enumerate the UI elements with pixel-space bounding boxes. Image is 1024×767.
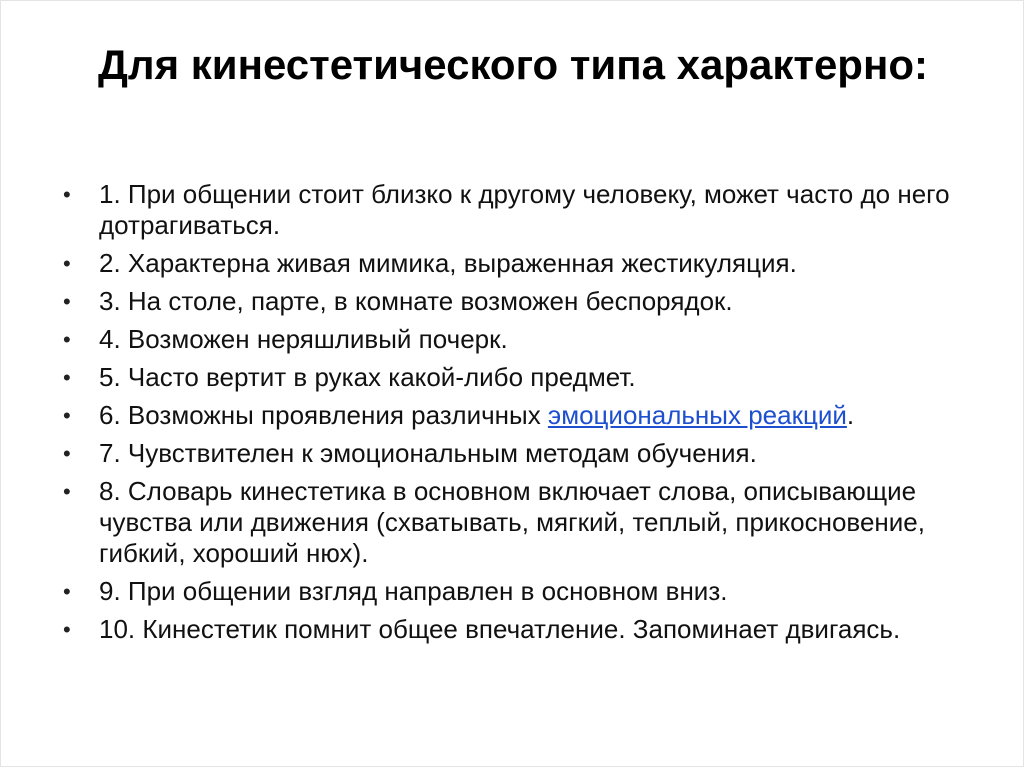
list-item (63, 438, 963, 469)
item-text: 8. Словарь кинестетика в основном включает слова, описывающие чувства или движения (схватывать, мягкий, теплый, прикосновение, гибкий, хороший нюх). (99, 476, 925, 568)
bullet-list (63, 179, 963, 652)
emotional-reactions-link[interactable]: эмоциональных реакций (547, 400, 847, 430)
bullet-icon: • (63, 251, 71, 276)
bullet-icon: • (63, 479, 71, 504)
item-text: 7. Чувствителен к эмоциональным методам обучения. (99, 438, 757, 468)
item-text: 10. Кинестетик помнит общее впечатление. Запоминает двигаясь. (99, 614, 901, 644)
item-text: 9. При общении взгляд направлен в основном вниз. (99, 576, 728, 606)
list-item (63, 362, 963, 393)
list-item (63, 248, 963, 279)
list-item (63, 476, 963, 569)
item-text: 3. На столе, парте, в комнате возможен беспорядок. (99, 286, 733, 316)
bullet-icon: • (63, 441, 71, 466)
list-item (63, 400, 963, 431)
list-item (63, 614, 963, 645)
bullet-icon: • (63, 327, 71, 352)
bullet-icon: • (63, 182, 71, 207)
item-text: 1. При общении стоит близко к другому человеку, может часто до него дотрагиваться. (99, 179, 950, 240)
item-text: 2. Характерна живая мимика, выраженная жестикуляция. (99, 248, 797, 278)
bullet-icon: • (63, 365, 71, 390)
bullet-icon: • (63, 579, 71, 604)
item-text: 6. Возможны проявления различных (99, 400, 548, 430)
bullet-icon: • (63, 289, 71, 314)
item-text-end: . (846, 400, 855, 430)
list-item (63, 576, 963, 607)
bullet-icon: • (63, 403, 71, 428)
list-item (63, 179, 963, 241)
item-text: 4. Возможен неряшливый почерк. (99, 324, 508, 354)
list-item (63, 286, 963, 317)
bullet-icon: • (63, 617, 71, 642)
item-text: 5. Часто вертит в руках какой-либо предмет. (99, 362, 636, 392)
slide-title: Для кинестетического типа характерно: (98, 41, 928, 88)
list-item (63, 324, 963, 355)
